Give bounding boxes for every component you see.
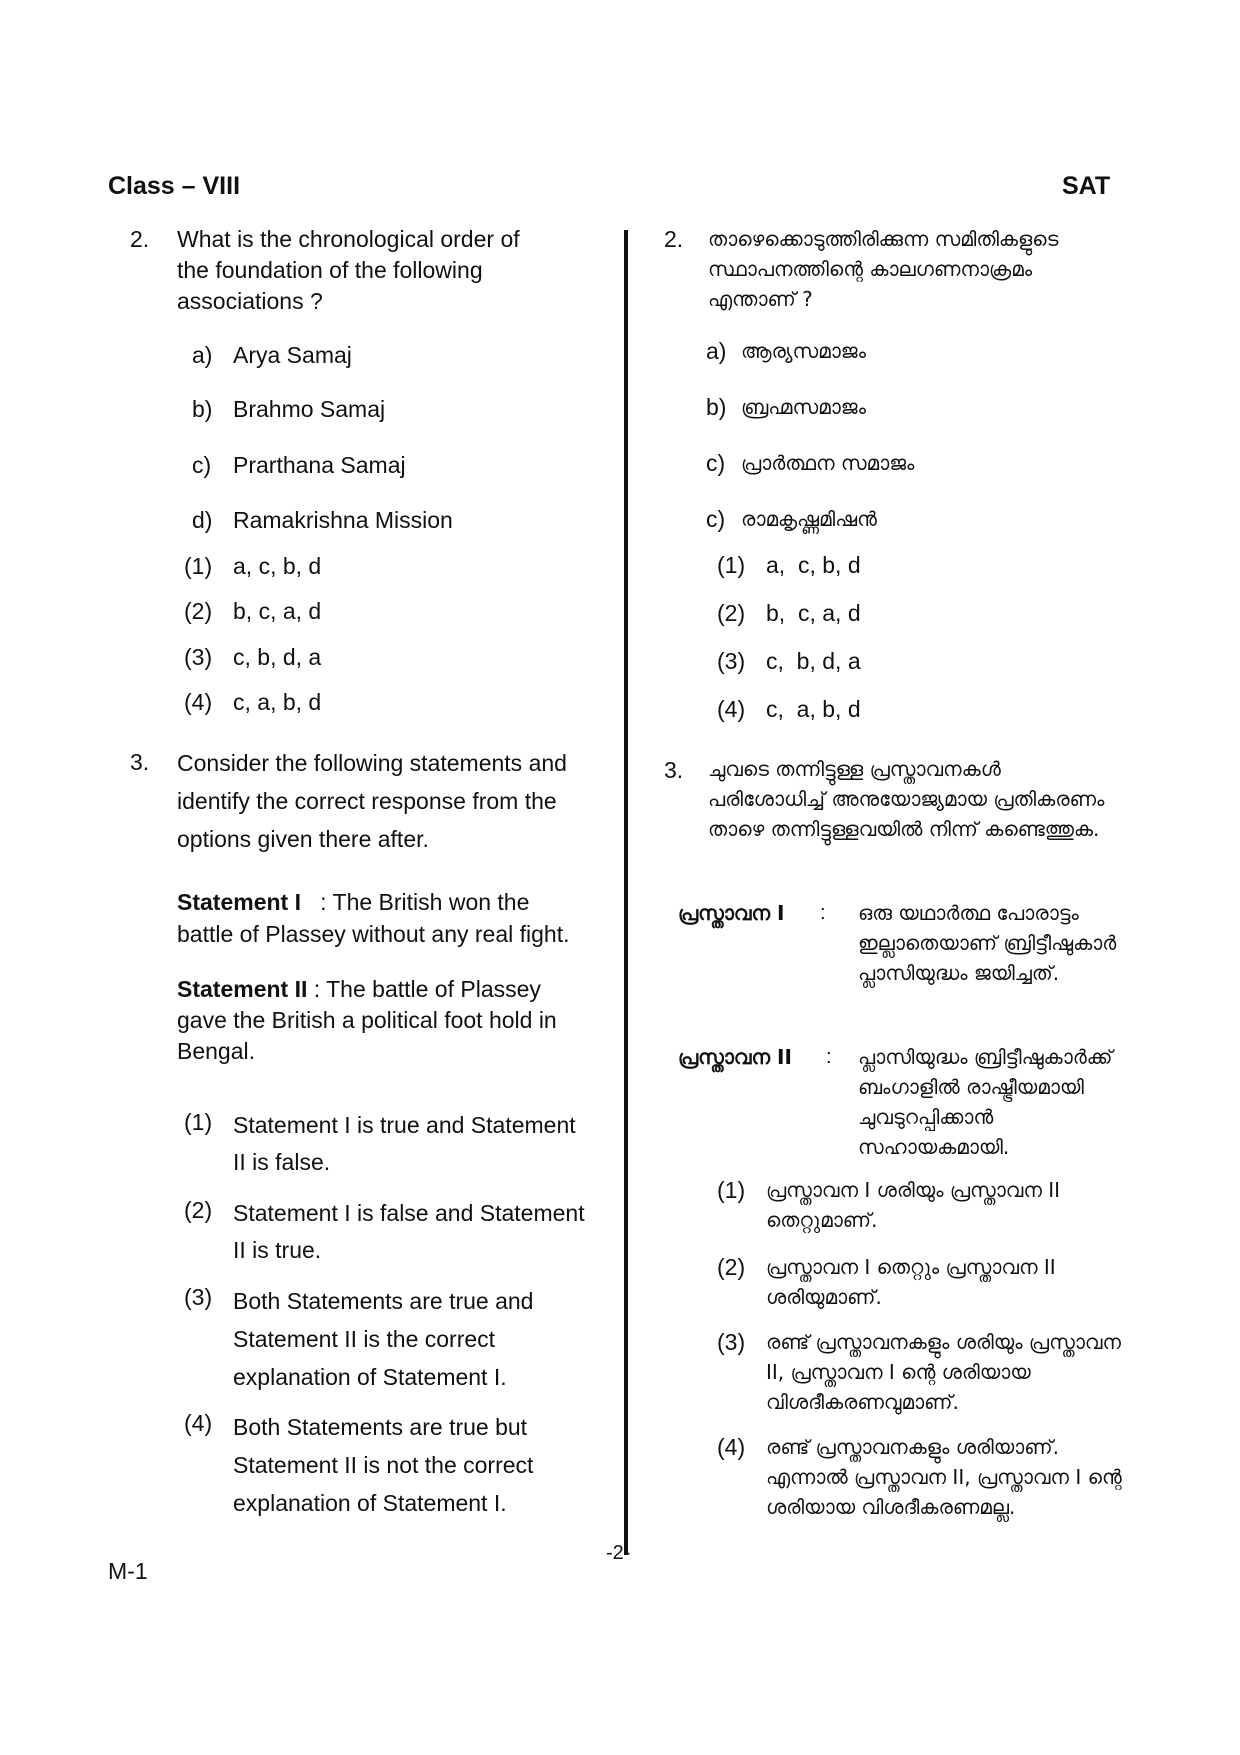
item-key: c) <box>706 450 726 476</box>
item-text: Brahmo Samaj <box>233 396 386 422</box>
option-text: c, b, d, a <box>233 644 322 670</box>
option-key: (1) <box>717 552 746 578</box>
option-key: (4) <box>184 1410 213 1436</box>
question-number: 2. <box>664 226 684 252</box>
question-text: What is the chronological order of the foundation of the following associations ? <box>177 226 520 314</box>
option-text: Both Statements are true but Statement II is not the correct explanation of Statement I. <box>233 1414 534 1516</box>
option-text: b, c, a, d <box>233 598 322 624</box>
option-key: (3) <box>717 1329 746 1355</box>
statement-1-text: : The British won the battle of Plassey without any real fight. <box>177 889 570 947</box>
option-key: (3) <box>184 1284 213 1310</box>
question-number: 2. <box>130 226 150 252</box>
option-key: (4) <box>717 696 746 722</box>
option-key: (1) <box>184 1109 213 1135</box>
item-key: c) <box>192 452 212 478</box>
column-divider <box>624 230 628 1555</box>
item-text: Prarthana Samaj <box>233 452 406 478</box>
statement-1 <box>177 886 589 950</box>
class-label: Class – VIII <box>108 172 241 200</box>
statement-2 <box>177 974 589 1067</box>
option-key: (1) <box>717 1177 746 1203</box>
option-key: (1) <box>184 553 213 579</box>
statement-2-label: Statement II <box>177 976 308 1002</box>
option-key: (3) <box>184 644 213 670</box>
exam-label: SAT <box>1062 172 1111 200</box>
option-text: പ്രസ്താവന I തെറ്റും പ്രസ്താവന II ശരിയുമാണ്. <box>766 1255 1056 1309</box>
item-key: d) <box>192 507 213 533</box>
option-text: a, c, b, d <box>766 552 861 578</box>
option-key: (2) <box>717 1254 746 1280</box>
item-text: Ramakrishna Mission <box>233 507 453 533</box>
statement-1-text: ഒരു യഥാർത്ഥ പോരാട്ടം ഇല്ലാതെയാണ് ബ്രിട്ടീഷുകാർ പ്ലാസിയുദ്ധം ജയിച്ചത്. <box>858 901 1117 985</box>
item-text: Arya Samaj <box>233 342 352 368</box>
statement-1-label: പ്രസ്താവന I <box>678 901 785 925</box>
option-text: a, c, b, d <box>233 553 322 579</box>
item-key: a) <box>706 338 727 364</box>
statement-1-label: Statement I <box>177 889 301 915</box>
item-text: ആര്യസമാജം <box>741 339 866 363</box>
option-text: Statement I is false and Statement II is true. <box>233 1200 585 1263</box>
statement-2-text: പ്ലാസിയുദ്ധം ബ്രിട്ടീഷുകാർക്ക് ബംഗാളിൽ രാഷ്ട്രീയമായി ചുവടുറപ്പിക്കാൻ സഹായകമായി. <box>858 1045 1113 1159</box>
item-text: ബ്രഹ്മസമാജം <box>741 395 866 419</box>
option-key: (4) <box>184 689 213 715</box>
item-key: b) <box>706 394 727 420</box>
option-text: രണ്ട് പ്രസ്താവനകളും ശരിയാണ്. എന്നാൽ പ്രസ്താവന II, പ്രസ്താവന I ന്റെ ശരിയായ വിശദീകരണമല്ല. <box>766 1435 1122 1519</box>
question-number: 3. <box>130 749 150 775</box>
option-text: Both Statements are true and Statement II is the correct explanation of Statement I. <box>233 1288 534 1390</box>
item-text: പ്രാർത്ഥന സമാജം <box>741 451 915 475</box>
item-text: രാമകൃഷ്ണമിഷൻ <box>741 507 877 531</box>
statement-1-colon: : <box>820 902 826 924</box>
item-key: a) <box>192 342 213 368</box>
option-text: Statement I is true and Statement II is false. <box>233 1112 576 1175</box>
option-key: (4) <box>717 1434 746 1460</box>
statement-2-text: : The battle of Plassey gave the British a political foot hold in Bengal. <box>177 976 557 1064</box>
page-code: M-1 <box>108 1558 148 1584</box>
option-key: (2) <box>184 598 213 624</box>
question-text: ചുവടെ തന്നിട്ടുള്ള പ്രസ്താവനകൾ പരിശോധിച്ച് അനുയോജ്യമായ പ്രതികരണം താഴെ തന്നിട്ടുള്ളവയിൽ നിന്ന് കണ്ടെത്തുക. <box>708 757 1105 841</box>
option-key: (2) <box>717 600 746 626</box>
question-text: താഴെക്കൊടുത്തിരിക്കുന്ന സമിതികളുടെ സ്ഥാപനത്തിന്റെ കാലഗണനാക്രമം എന്താണ് ? <box>708 227 1059 311</box>
item-key: b) <box>192 396 213 422</box>
statement-2-colon: : <box>826 1046 832 1068</box>
option-text: c, b, d, a <box>766 648 861 674</box>
option-key: (2) <box>184 1197 213 1223</box>
option-text: c, a, b, d <box>766 696 861 722</box>
question-text: Consider the following statements and identify the correct response from the options given there after. <box>177 750 567 852</box>
statement-2-label: പ്രസ്താവന II <box>678 1045 792 1069</box>
question-number: 3. <box>664 757 684 783</box>
page-number: -2- <box>606 1542 631 1564</box>
item-key: c) <box>706 506 726 532</box>
option-text: പ്രസ്താവന I ശരിയും പ്രസ്താവന II തെറ്റുമാണ്. <box>766 1178 1061 1232</box>
option-key: (3) <box>717 648 746 674</box>
option-text: c, a, b, d <box>233 689 322 715</box>
option-text: b, c, a, d <box>766 600 861 626</box>
option-text: രണ്ട് പ്രസ്താവനകളും ശരിയും പ്രസ്താവന II, പ്രസ്താവന I ന്റെ ശരിയായ വിശദീകരണവുമാണ്. <box>766 1330 1121 1414</box>
